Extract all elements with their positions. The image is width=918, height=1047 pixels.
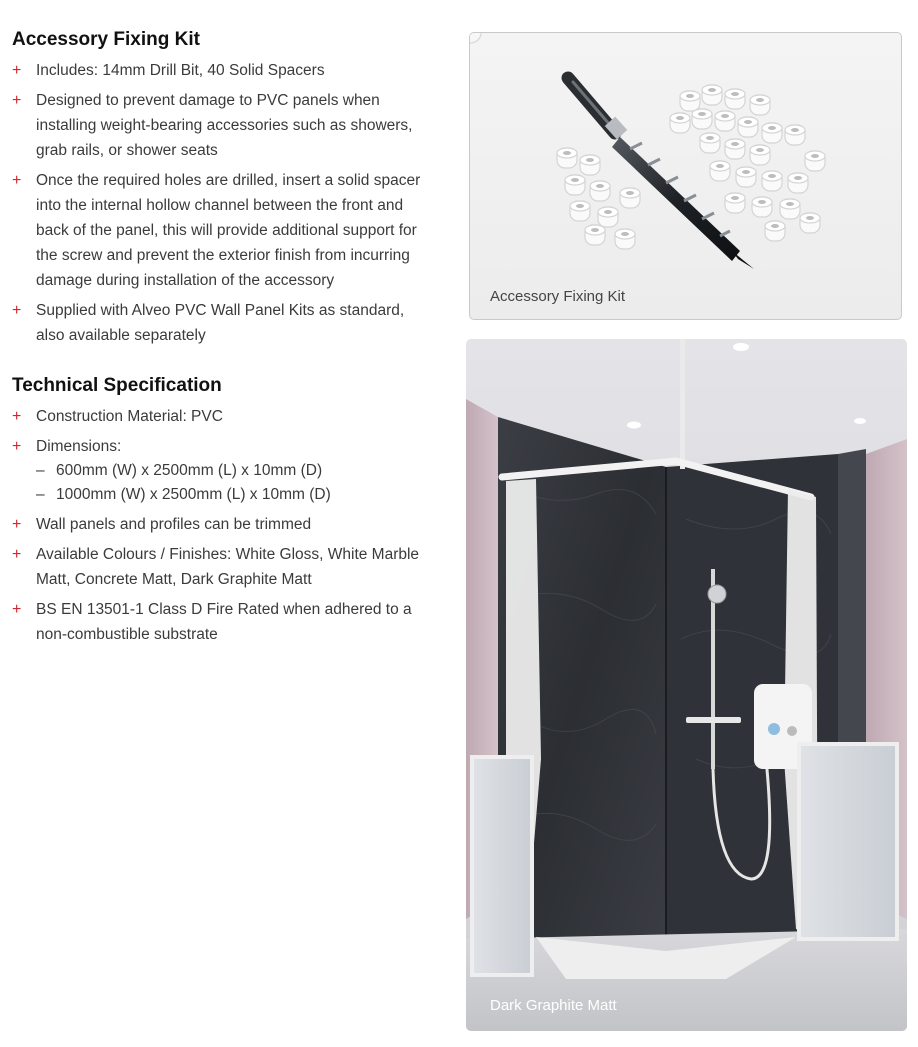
- list-item: [12, 168, 432, 293]
- dimensions-list: [36, 459, 432, 507]
- list-item-text: Construction Material: PVC: [36, 408, 223, 425]
- list-item: [12, 298, 432, 348]
- spec-list: [12, 404, 432, 647]
- list-item-text: Supplied with Alveo PVC Wall Panel Kits as standard, also available separately: [36, 302, 405, 344]
- list-item-text: Once the required holes are drilled, insert a solid spacer into the internal hollow channel between the front and back of the panel, this will provide additional support for the screw and prevent the exterior finish from incurring damage during installation of the accessory: [36, 172, 421, 289]
- list-item-text: Includes: 14mm Drill Bit, 40 Solid Spacers: [36, 62, 325, 79]
- kit-heading: Accessory Fixing Kit: [12, 29, 200, 50]
- plus-icon: +: [12, 546, 22, 563]
- list-item: [12, 88, 432, 163]
- spacers-icon: [470, 33, 481, 43]
- kit-image-caption: Accessory Fixing Kit: [490, 288, 626, 305]
- sub-list-item-text: 1000mm (W) x 2500mm (L) x 10mm (D): [56, 486, 331, 503]
- plus-icon: +: [12, 408, 22, 425]
- plus-icon: +: [12, 92, 22, 109]
- sub-list-item-text: 600mm (W) x 2500mm (L) x 10mm (D): [56, 462, 323, 479]
- plus-icon: +: [12, 62, 22, 79]
- spec-heading: Technical Specification: [12, 375, 222, 396]
- plus-icon: +: [12, 172, 22, 189]
- dash-icon: –: [36, 486, 45, 503]
- product-details: [12, 28, 432, 652]
- list-item: [12, 512, 432, 537]
- sub-list-item: [36, 483, 432, 507]
- sub-list-item: [36, 459, 432, 483]
- shower-image-card[interactable]: [466, 339, 907, 1031]
- kit-list: [12, 58, 432, 348]
- list-item: [12, 404, 432, 429]
- dash-icon: –: [36, 462, 45, 479]
- plus-icon: +: [12, 516, 22, 533]
- plus-icon: +: [12, 302, 22, 319]
- list-item: [12, 434, 432, 507]
- list-item-text: Designed to prevent damage to PVC panels when installing weight-bearing accessories such as showers, grab rails, or shower seats: [36, 92, 413, 159]
- list-item: [12, 597, 432, 647]
- plus-icon: +: [12, 438, 22, 455]
- list-item-text: BS EN 13501-1 Class D Fire Rated when adhered to a non-combustible substrate: [36, 601, 412, 643]
- list-item: [12, 58, 432, 83]
- plus-icon: +: [12, 601, 22, 618]
- list-item: [12, 542, 432, 592]
- list-item-text: Dimensions:: [36, 438, 122, 455]
- list-item-text: Available Colours / Finishes: White Gloss, White Marble Matt, Concrete Matt, Dark Graphite Matt: [36, 546, 420, 588]
- shower-image-caption: Dark Graphite Matt: [490, 997, 617, 1014]
- shower-image: [466, 339, 907, 1031]
- kit-image: [470, 33, 902, 320]
- list-item-text: Wall panels and profiles can be trimmed: [36, 516, 312, 533]
- kit-image-card[interactable]: [469, 32, 902, 320]
